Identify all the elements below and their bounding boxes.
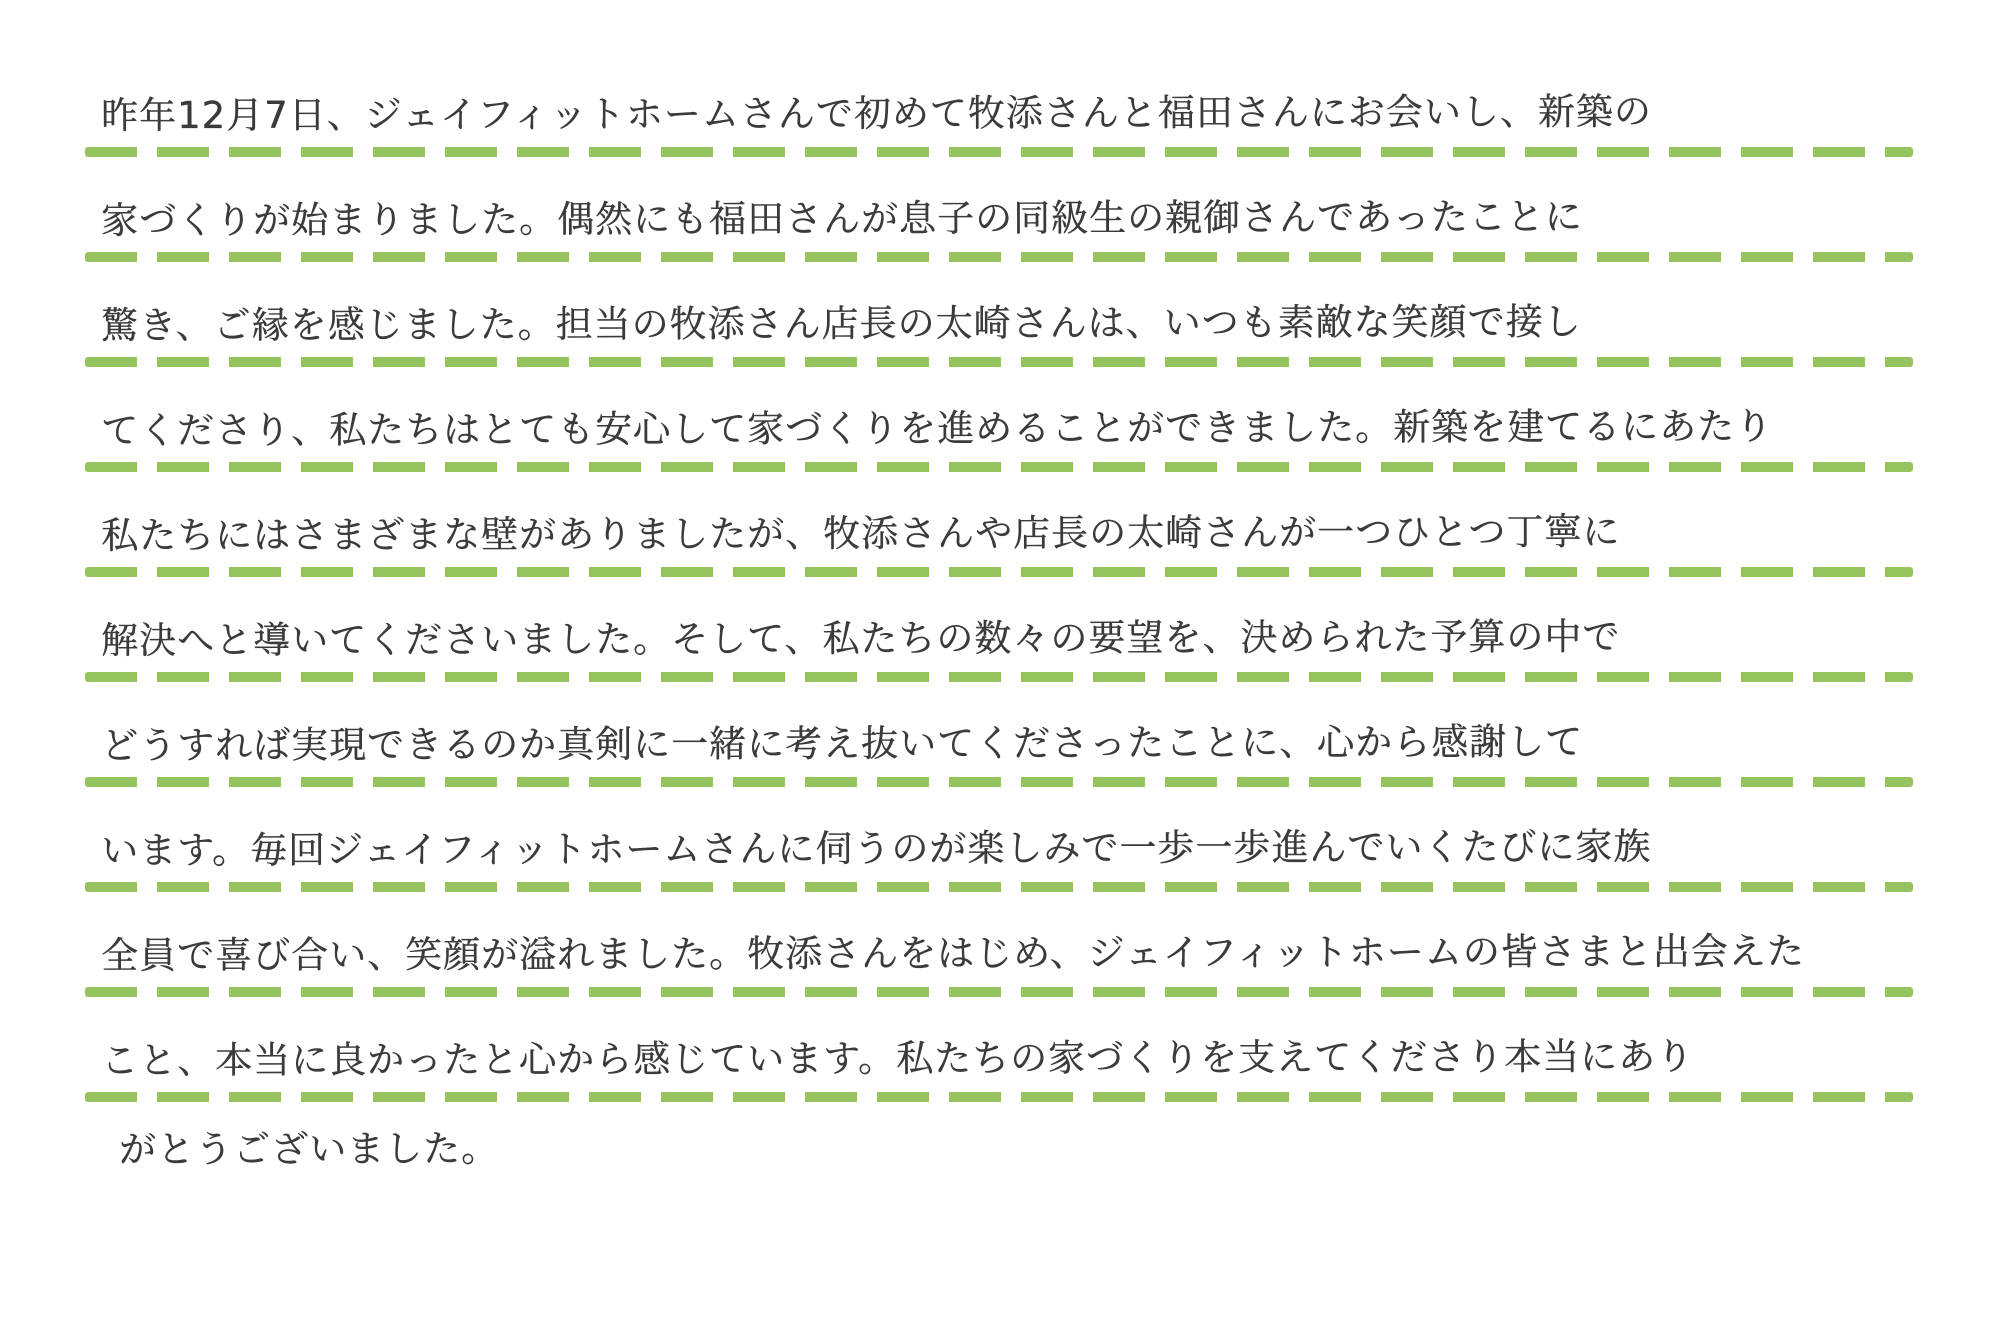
handwritten-text-line: がとうございました。 (118, 1126, 499, 1171)
handwritten-text-line: 解決へと導いてくださいました。そして、私たちの数々の要望を、決められた予算の中で (100, 614, 1621, 662)
handwritten-text-line: 昨年12月7日、ジェイフィットホームさんで初めて牧添さんと福田さんにお会いし、新築の (100, 89, 1652, 137)
handwritten-letter-page (85, 52, 1913, 1312)
ruled-dashed-line (85, 777, 1913, 787)
ruled-dashed-line (85, 357, 1913, 367)
handwritten-text-line: こと、本当に良かったと心から感じています。私たちの家づくりを支えてくださり本当にあり (100, 1034, 1695, 1082)
handwritten-text-line: てくださり、私たちはとても安心して家づくりを進めることができました。新築を建てるにあたり (100, 404, 1773, 452)
ruled-dashed-line (85, 147, 1913, 157)
letter-line-row (85, 157, 1913, 262)
letter-line-row (85, 577, 1913, 682)
letter-line-row-last (85, 1102, 1913, 1198)
ruled-dashed-line (85, 567, 1913, 577)
handwritten-text-line: います。毎回ジェイフィットホームさんに伺うのが楽しみで一歩一歩進んでいくたびに家族 (100, 824, 1652, 872)
letter-line-row (85, 997, 1913, 1102)
ruled-dashed-line (85, 882, 1913, 892)
letter-line-row (85, 892, 1913, 997)
handwritten-text-line: 私たちにはさまざまな壁がありましたが、牧添さんや店長の太崎さんが一つひとつ丁寧に (100, 509, 1621, 557)
letter-line-row (85, 787, 1913, 892)
letter-line-row (85, 52, 1913, 157)
handwritten-text-line: 全員で喜び合い、笑顔が溢れました。牧添さんをはじめ、ジェイフィットホームの皆さまと出会えた (100, 929, 1805, 977)
ruled-dashed-line (85, 987, 1913, 997)
ruled-dashed-line (85, 672, 1913, 682)
ruled-dashed-line (85, 1092, 1913, 1102)
ruled-dashed-line (85, 252, 1913, 262)
ruled-dashed-line (85, 462, 1913, 472)
letter-line-row (85, 472, 1913, 577)
handwritten-text-line: 家づくりが始まりました。偶然にも福田さんが息子の同級生の親御さんであったことに (100, 194, 1583, 242)
handwritten-text-line: どうすれば実現できるのか真剣に一緒に考え抜いてくださったことに、心から感謝して (100, 719, 1583, 767)
letter-line-row (85, 367, 1913, 472)
handwritten-text-line: 驚き、ご縁を感じました。担当の牧添さん店長の太崎さんは、いつも素敵な笑顔で接し (100, 299, 1582, 347)
letter-line-row (85, 262, 1913, 367)
letter-line-row (85, 682, 1913, 787)
